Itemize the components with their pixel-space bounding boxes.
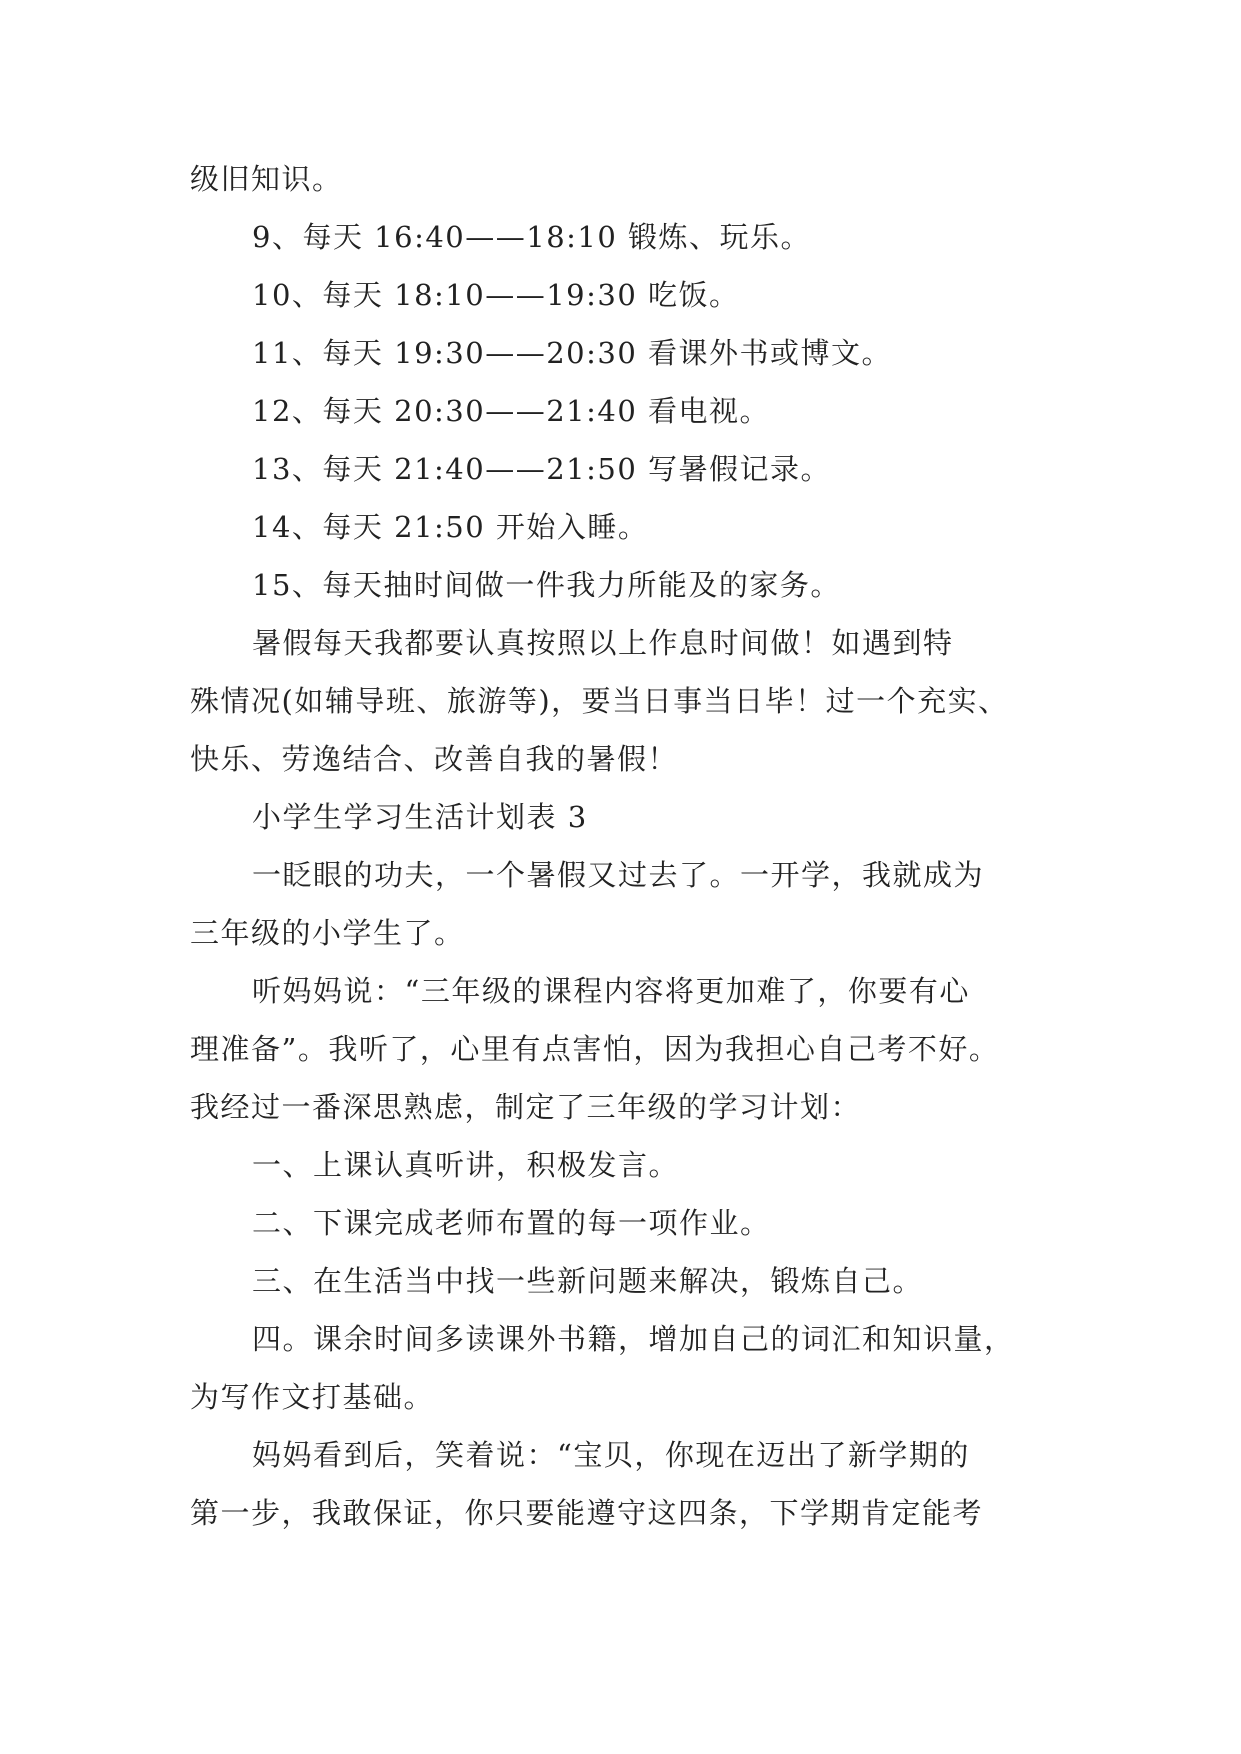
text-line: 殊情况(如辅导班、旅游等)，要当日事当日毕！过一个充实、 [190,684,1009,718]
text-line: 为写作文打基础。 [190,1380,435,1414]
text-line: 级旧知识。 [190,162,343,196]
text-line: 第一步，我敢保证，你只要能遵守这四条，下学期肯定能考 [190,1496,984,1530]
text-line: 11、每天 19:30——20:30 看课外书或博文。 [252,336,892,370]
document-body [190,150,1070,1542]
text-line: 我经过一番深思熟虑，制定了三年级的学习计划： [190,1090,862,1124]
text-line: 13、每天 21:40——21:50 写暑假记录。 [252,452,831,486]
text-line: 9、每天 16:40——18:10 锻炼、玩乐。 [252,220,812,254]
text-line: 三、在生活当中找一些新问题来解决，锻炼自己。 [252,1264,924,1298]
text-line: 10、每天 18:10——19:30 吃饭。 [252,278,740,312]
text-line: 四。课余时间多读课外书籍，增加自己的词汇和知识量， [252,1322,1015,1356]
text-line: 二、下课完成老师布置的每一项作业。 [252,1206,771,1240]
text-line: 14、每天 21:50 开始入睡。 [252,510,649,544]
text-line: 三年级的小学生了。 [190,916,465,950]
section-heading: 小学生学习生活计划表 3 [252,800,588,834]
text-line: 15、每天抽时间做一件我力所能及的家务。 [252,568,841,602]
text-line: 暑假每天我都要认真按照以上作息时间做！如遇到特 [252,626,954,660]
text-line: 一、上课认真听讲，积极发言。 [252,1148,680,1182]
text-line: 理准备”。我听了，心里有点害怕，因为我担心自己考不好。 [190,1032,1000,1066]
text-line: 一眨眼的功夫，一个暑假又过去了。一开学，我就成为 [252,858,985,892]
text-line: 听妈妈说：“三年级的课程内容将更加难了，你要有心 [252,974,970,1008]
text-line: 妈妈看到后，笑着说：“宝贝，你现在迈出了新学期的 [252,1438,970,1472]
text-line: 快乐、劳逸结合、改善自我的暑假！ [190,742,679,776]
text-line: 12、每天 20:30——21:40 看电视。 [252,394,770,428]
